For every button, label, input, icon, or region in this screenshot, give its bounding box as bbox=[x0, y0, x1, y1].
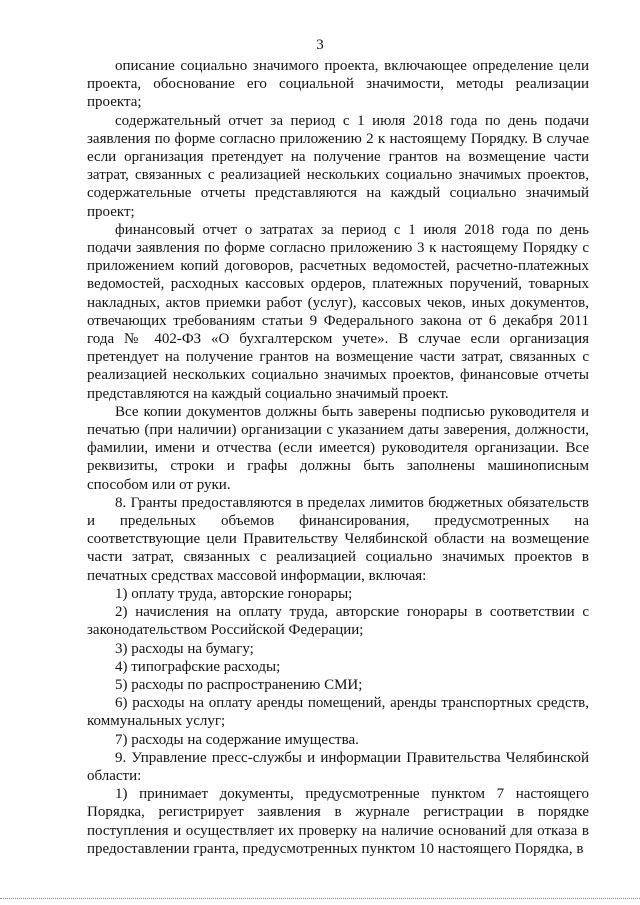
paragraph-financial-report: финансовый отчет о затратах за период с 1 июля 2018 года по день подачи заявления по форме согласно приложению 3 к настоящему Порядку с приложением копий договоров, расчетных ведомостей, расчетно-платежных ведомостей, расходных кассовых ордеров, платежных поручений, товарных накладных, актов приемки работ (услуг), кассовых чеков, иных документов, отвечающих требованиям статьи 9 Федерального закона от 6 декабря 2011 года № 402-ФЗ «О бухгалтерском учете». В случае если организация претендует на получение грантов на возмещение части затрат, связанных с реализацией нескольких социально значимых проектов, финансовые отчеты представляются на каждый социально значимый проект. bbox=[87, 221, 589, 402]
list-item-2: 2) начисления на оплату труда, авторские гонорары в соответствии с законодательством Российской Федерации; bbox=[87, 604, 589, 639]
list-item-7: 7) расходы на содержание имущества. bbox=[115, 731, 359, 748]
paragraph-clause-8: 8. Гранты предоставляются в пределах лимитов бюджетных обязательств и предельных объемов финансирования, предусмотренных на соответствующие цели Правительству Челябинской области на возмещение части затрат, связанных с реализацией социально значимых проектов в печатных средствах массовой информации, включая: bbox=[87, 494, 589, 584]
paragraph-project-description: описание социально значимого проекта, включающее определение цели проекта, обоснование его социальной значимости, методы реализации проекта; bbox=[87, 58, 589, 111]
list-item-6: 6) расходы на оплату аренды помещений, аренды транспортных средств, коммунальных услуг; bbox=[87, 695, 589, 730]
list-item-5: 5) расходы по распространению СМИ; bbox=[115, 676, 363, 693]
list-item-4: 4) типографские расходы; bbox=[115, 658, 281, 675]
page-number: 3 bbox=[316, 37, 324, 53]
clause-9-item-1: 1) принимает документы, предусмотренные пунктом 7 настоящего Порядка, регистрирует заявления в журнале регистрации в порядке поступления и осуществляет их проверку на наличие оснований для отказа в предоставлении гранта, предусмотренных пунктом 10 настоящего Порядка, в bbox=[87, 786, 589, 857]
paragraph-document-certification: Все копии документов должны быть заверены подписью руководителя и печатью (при наличии) организации с указанием даты заверения, должности, фамилии, имени и отчества (если имеется) руководителя организации. Все реквизиты, строки и графы должны быть заполнены машинописным способом или от руки. bbox=[87, 403, 589, 493]
document-body bbox=[87, 57, 589, 858]
paragraph-content-report: содержательный отчет за период с 1 июля 2018 года по день подачи заявления по форме согласно приложению 2 к настоящему Порядку. В случае если организация претендует на получение грантов на возмещение части затрат, связанных с реализацией нескольких социально значимых проектов, содержательные отчеты представляются на каждый социально значимый проект; bbox=[87, 112, 589, 220]
list-item-3: 3) расходы на бумагу; bbox=[115, 640, 254, 657]
paragraph-clause-9: 9. Управление пресс-службы и информации Правительства Челябинской области: bbox=[87, 749, 589, 784]
scan-bottom-edge bbox=[0, 898, 640, 899]
list-item-1: 1) оплату труда, авторские гонорары; bbox=[115, 585, 353, 602]
